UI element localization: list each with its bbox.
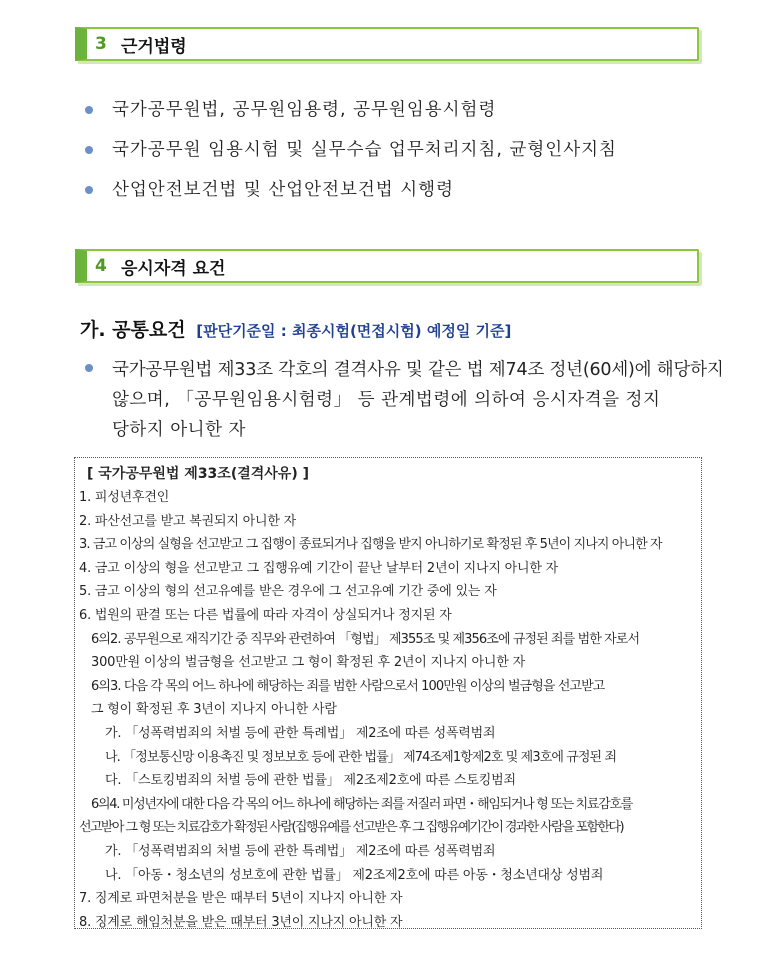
law-article-box bbox=[74, 457, 702, 929]
requirement-line: 당하지 아니한 자 bbox=[112, 420, 246, 440]
law-line: 가. 「성폭력범죄의 처벌 등에 관한 특례법」 제2조에 따른 성폭력범죄 bbox=[105, 725, 496, 741]
law-line: 그 형이 확정된 후 3년이 지나지 아니한 사람 bbox=[91, 702, 337, 718]
legal-basis-list bbox=[82, 98, 617, 218]
requirement-line: 않으며, 「공무원임용시험령」 등 관계법령에 의하여 응시자격을 정지 bbox=[112, 390, 661, 410]
requirement-line: 국가공무원법 제33조 각호의 결격사유 및 같은 법 제74조 정년(60세)에 해당하지 bbox=[112, 360, 724, 380]
law-line: 다. 「스토킹범죄의 처벌 등에 관한 법률」 제2조제2호에 따른 스토킹범죄 bbox=[105, 773, 516, 789]
section-3-header bbox=[75, 27, 699, 61]
law-line: 6의3. 다음 각 목의 어느 하나에 해당하는 죄를 범한 사람으로서 100만원 이상의 벌금형을 선고받고 bbox=[91, 678, 605, 694]
section-4-number: 4 bbox=[95, 256, 107, 276]
section-3-title: 근거법령 bbox=[121, 36, 187, 57]
law-line: 나. 「정보통신망 이용촉진 및 정보보호 등에 관한 법률」 제74조제1항제2호 및 제3호에 규정된 죄 bbox=[105, 749, 617, 765]
list-item: 산업안전보건법 및 산업안전보건법 시행령 bbox=[82, 178, 617, 218]
law-line: 8. 징계로 해임처분을 받은 때부터 3년이 지나지 아니한 자 bbox=[79, 914, 403, 929]
law-line: 6의4. 미성년자에 대한 다음 각 목의 어느 하나에 해당하는 죄를 저질러 파면・해임되거나 형 또는 치료감호를 bbox=[91, 796, 632, 812]
subheading-label: 가. 공통요건 bbox=[80, 319, 186, 341]
law-line: 7. 징계로 파면처분을 받은 때부터 5년이 지나지 아니한 자 bbox=[79, 891, 403, 907]
requirement-item bbox=[82, 355, 724, 445]
section-4-title: 응시자격 요건 bbox=[121, 258, 226, 279]
law-line: 6. 법원의 판결 또는 다른 법률에 따라 자격이 상실되거나 정지된 자 bbox=[79, 607, 452, 623]
subheading-note: [판단기준일 : 최종시험(면접시험) 예정일 기준] bbox=[196, 322, 512, 340]
law-line: 5. 금고 이상의 형의 선고유예를 받은 경우에 그 선고유예 기간 중에 있는 자 bbox=[79, 584, 497, 600]
common-requirements-heading bbox=[80, 315, 511, 342]
law-box-title: [ 국가공무원법 제33조(결격사유) ] bbox=[87, 466, 309, 482]
law-line: 300만원 이상의 벌금형을 선고받고 그 형이 확정된 후 2년이 지나지 아니한 자 bbox=[91, 655, 525, 671]
law-line: 4. 금고 이상의 형을 선고받고 그 집행유예 기간이 끝난 날부터 2년이 지나지 아니한 자 bbox=[79, 560, 559, 576]
section-4-header bbox=[75, 249, 699, 283]
list-item: 국가공무원 임용시험 및 실무수습 업무처리지침, 균형인사지침 bbox=[82, 138, 617, 178]
law-line: 나. 「아동・청소년의 성보호에 관한 법률」 제2조제2호에 따른 아동・청소년대상 성범죄 bbox=[105, 867, 604, 883]
law-line: 1. 피성년후견인 bbox=[79, 490, 170, 505]
law-line: 선고받아 그 형 또는 치료감호가 확정된 사람(집행유예를 선고받은 후 그 집행유예기간이 경과한 사람을 포함한다) bbox=[79, 820, 623, 836]
section-3-number: 3 bbox=[95, 34, 107, 54]
law-line: 3. 금고 이상의 실형을 선고받고 그 집행이 종료되거나 집행을 받지 아니하기로 확정된 후 5년이 지나지 아니한 자 bbox=[79, 537, 662, 553]
bullet-icon bbox=[85, 364, 93, 372]
law-line: 가. 「성폭력범죄의 처벌 등에 관한 특례법」 제2조에 따른 성폭력범죄 bbox=[105, 843, 496, 859]
law-line: 2. 파산선고를 받고 복권되지 아니한 자 bbox=[79, 513, 297, 529]
law-line: 6의2. 공무원으로 재직기간 중 직무와 관련하여 「형법」 제355조 및 제356조에 규정된 죄를 범한 자로서 bbox=[91, 631, 640, 647]
list-item: 국가공무원법, 공무원임용령, 공무원임용시험령 bbox=[82, 98, 617, 138]
